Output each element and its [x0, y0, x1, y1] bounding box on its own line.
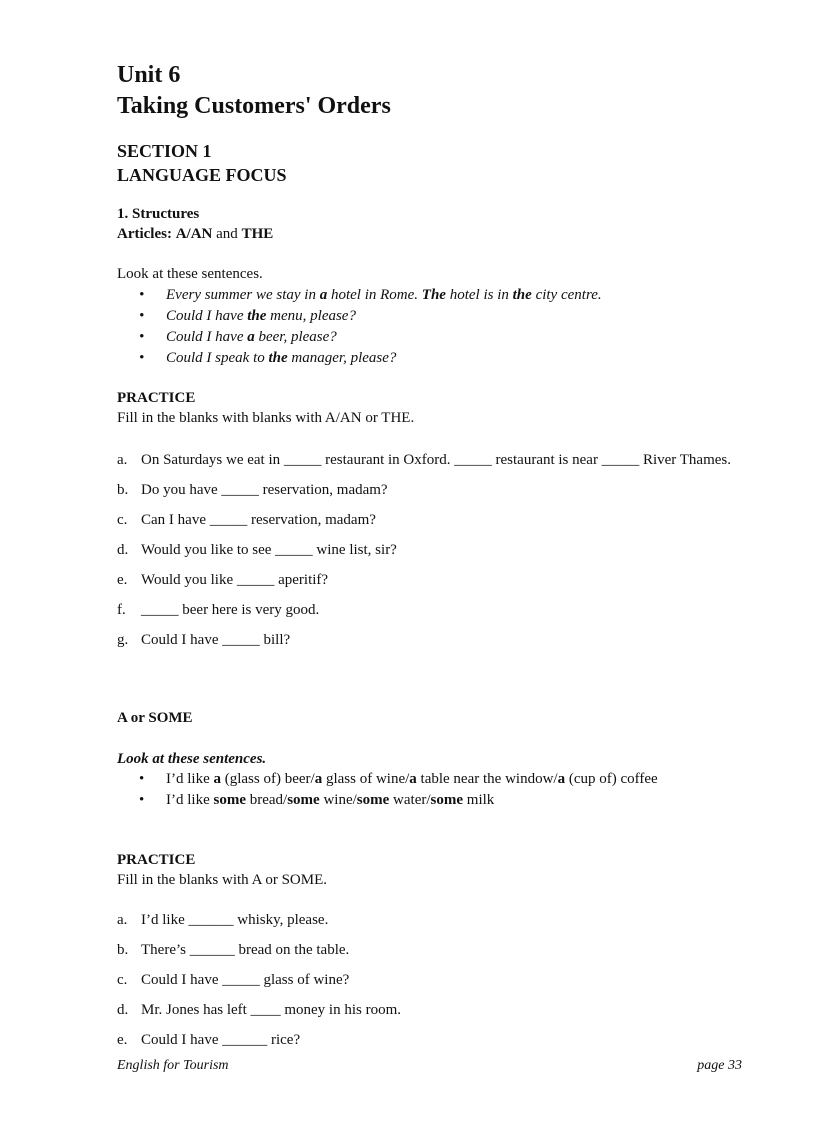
item-text: _____ beer here is very good. [141, 602, 320, 618]
example-text: hotel is in [445, 287, 513, 303]
item-letter: b. [117, 942, 129, 958]
example-text: manager, please? [287, 350, 397, 366]
example-item [139, 348, 739, 369]
practice-instruction: Fill in the blanks with blanks with A/AN or THE. [117, 410, 415, 426]
articles-line [117, 224, 273, 244]
exercise-item [117, 625, 742, 655]
item-letter: d. [117, 1002, 129, 1018]
item-text: Mr. Jones has left ____ money in his room. [141, 1002, 401, 1018]
part1-exercise-list [117, 445, 742, 655]
exercise-item [117, 905, 742, 935]
document-page [117, 0, 742, 1123]
bullet-icon: • [139, 792, 145, 808]
example-text: milk [463, 792, 495, 808]
item-letter: f. [117, 602, 126, 618]
footer-page-number: page 33 [697, 1058, 742, 1073]
emphasis-text: a [409, 771, 417, 787]
emphasis-text: some [213, 792, 246, 808]
example-text: Every summer we stay in [166, 287, 320, 303]
emphasis-text: a [213, 771, 221, 787]
emphasis-text: some [430, 792, 464, 808]
example-text: (cup of) coffee [565, 771, 658, 787]
articles-an: A/AN [175, 226, 213, 242]
articles-label: Articles: [117, 226, 172, 242]
item-text: Could I have _____ bill? [141, 632, 291, 648]
part1-intro: Look at these sentences. [117, 266, 263, 282]
bullet-icon: • [139, 329, 145, 345]
part2-examples [139, 769, 739, 811]
item-text: I’d like ______ whisky, please. [141, 912, 329, 928]
structures-heading [117, 204, 273, 244]
example-text: bread/ [245, 792, 288, 808]
example-text: hotel in Rome. [327, 287, 422, 303]
item-letter: d. [117, 542, 129, 558]
example-text: Could I have [166, 308, 248, 324]
item-letter: e. [117, 572, 128, 588]
part2-intro: Look at these sentences. [117, 751, 267, 767]
exercise-item [117, 935, 742, 965]
item-letter: b. [117, 482, 129, 498]
bullet-icon: • [139, 350, 145, 366]
example-text: table near the window/ [416, 771, 558, 787]
part2-exercise-list [117, 905, 742, 1055]
section-name: LANGUAGE FOCUS [117, 165, 287, 185]
example-text: wine/ [319, 792, 357, 808]
bullet-icon: • [139, 771, 145, 787]
footer-book-title: English for Tourism [117, 1058, 229, 1073]
emphasis-text: a [314, 771, 323, 787]
exercise-item [117, 565, 742, 595]
practice-heading: PRACTICE [117, 852, 196, 868]
practice-instruction: Fill in the blanks with A or SOME. [117, 872, 328, 888]
emphasis-text: the [512, 287, 532, 303]
item-text: There’s ______ bread on the table. [141, 942, 350, 958]
part2-practice [117, 850, 327, 890]
example-text: Could I speak to [166, 350, 269, 366]
example-item [139, 769, 739, 790]
page-footer [117, 1057, 742, 1075]
exercise-item [117, 965, 742, 995]
example-text: water/ [389, 792, 431, 808]
example-text: city centre. [531, 287, 602, 303]
exercise-item [117, 505, 742, 535]
unit-title-block [117, 60, 391, 122]
exercise-item [117, 535, 742, 565]
emphasis-text: the [268, 350, 288, 366]
item-letter: c. [117, 512, 128, 528]
exercise-item [117, 995, 742, 1025]
section-number: SECTION 1 [117, 141, 212, 161]
item-text: On Saturdays we eat in _____ restaurant in Oxford. _____ restaurant is near _____ River Thames. [141, 452, 731, 468]
emphasis-text: a [247, 329, 255, 345]
part1-practice [117, 388, 414, 428]
exercise-item [117, 595, 742, 625]
unit-topic: Taking Customers' Orders [117, 93, 391, 119]
example-text: menu, please? [266, 308, 356, 324]
example-item [139, 306, 739, 327]
exercise-item [117, 1025, 742, 1055]
emphasis-text: The [421, 287, 446, 303]
item-text: Would you like _____ aperitif? [141, 572, 329, 588]
item-letter: a. [117, 912, 128, 928]
example-text: I’d like [166, 792, 214, 808]
example-item [139, 790, 739, 811]
bullet-icon: • [139, 287, 145, 303]
item-letter: g. [117, 632, 129, 648]
example-item [139, 327, 739, 348]
item-text: Would you like to see _____ wine list, sir? [141, 542, 397, 558]
emphasis-text: a [557, 771, 566, 787]
example-item [139, 285, 739, 306]
example-text: Could I have [166, 329, 248, 345]
bullet-icon: • [139, 308, 145, 324]
emphasis-text: some [287, 792, 320, 808]
item-letter: e. [117, 1032, 128, 1048]
example-text: beer, please? [254, 329, 337, 345]
item-letter: a. [117, 452, 128, 468]
part1-examples [139, 285, 739, 369]
emphasis-text: the [247, 308, 267, 324]
exercise-item [117, 445, 742, 475]
item-text: Could I have _____ glass of wine? [141, 972, 350, 988]
item-text: Could I have ______ rice? [141, 1032, 301, 1048]
practice-heading: PRACTICE [117, 390, 196, 406]
item-letter: c. [117, 972, 128, 988]
emphasis-text: a [319, 287, 328, 303]
example-text: glass of wine/ [322, 771, 410, 787]
part2-heading: A or SOME [117, 710, 193, 726]
articles-the: THE [241, 226, 274, 242]
example-text: (glass of) beer/ [220, 771, 315, 787]
articles-and: and [212, 226, 242, 242]
example-text: I’d like [166, 771, 214, 787]
emphasis-text: some [356, 792, 390, 808]
section-heading [117, 139, 287, 187]
item-text: Do you have _____ reservation, madam? [141, 482, 388, 498]
exercise-item [117, 475, 742, 505]
item-text: Can I have _____ reservation, madam? [141, 512, 376, 528]
unit-number: Unit 6 [117, 62, 181, 88]
structures-title: 1. Structures [117, 206, 200, 222]
